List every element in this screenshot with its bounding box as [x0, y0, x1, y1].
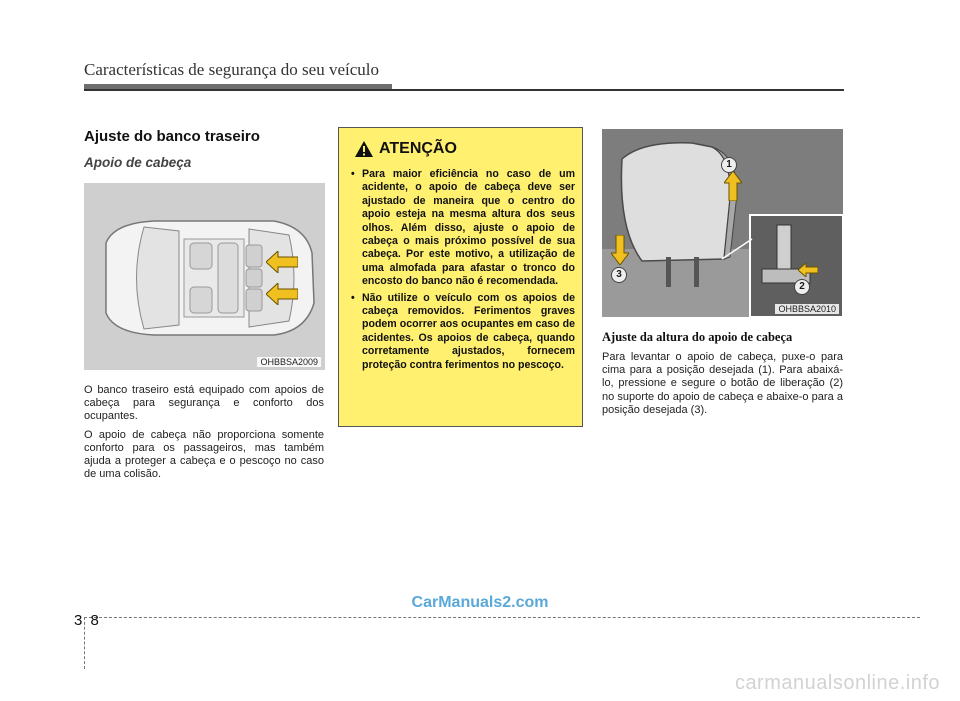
headrest-arrow-icon: [266, 251, 298, 273]
car-top-view-illustration: [84, 183, 325, 370]
page-number: 3 8: [74, 612, 101, 629]
arrow-up-icon: [724, 171, 742, 201]
footer-rule: [84, 617, 920, 618]
watermark-bottom: carmanualsonline.info: [734, 672, 940, 694]
right-paragraph: Para levantar o apoio de cabeça, puxe-o para cima para a posição desejada (1). Para abaixá-lo, pressione e segure o botão de liberação (2) no suporte do apoio de cabeça e abaixe-o para a posição desejada (3).: [602, 351, 843, 416]
warning-item: • Para maior eficiência no caso de um acidente, o apoio de cabeça deve ser ajustado de maneira que o centro do apoio esteja na mesma altura dos seus olhos. Além disso, ajuste o apoio de cabeça o mais próximo possível de sua cabeça. Por este motivo, a utilização de uma almofada para afastar o tronco do encosto do banco não é recomendada.: [351, 168, 575, 289]
callout-3: 3: [611, 267, 627, 283]
paragraph: O banco traseiro está equipado com apoios de cabeça para segurança e conforto dos ocupantes.: [84, 384, 324, 423]
warning-header: [355, 140, 457, 158]
figure-code: OHBBSA2010: [775, 304, 839, 314]
figure-code: OHBBSA2009: [257, 357, 321, 367]
paragraph: O apoio de cabeça não proporciona somente conforto para os passageiros, mas também ajuda a proteger a cabeça e o pescoço no caso de uma colisão.: [84, 428, 324, 481]
warning-box: [338, 127, 583, 427]
warning-list: [351, 168, 575, 375]
warning-triangle-icon: [355, 141, 373, 157]
section-title: Ajuste do banco traseiro: [84, 128, 260, 145]
headrest-adjust-figure: [602, 129, 843, 317]
header-title: Características de segurança do seu veículo: [84, 60, 380, 79]
callout-2: 2: [794, 279, 810, 295]
press-arrow-icon: [798, 263, 818, 277]
warning-item: • Não utilize o veículo com os apoios de cabeça removidos. Ferimentos graves podem ocorrer aos ocupantes em caso de acidentes. Os apoios de cabeça, quando corretamente ajustados, fornecem proteção contra ferimentos no pescoço.: [351, 292, 575, 372]
intro-text: [84, 384, 324, 486]
watermark-link[interactable]: CarManuals2.com: [411, 594, 549, 611]
arrow-down-icon: [611, 235, 629, 265]
callout-1: 1: [721, 157, 737, 173]
car-top-view-figure: [84, 183, 325, 370]
warning-title: ATENÇÃO: [379, 140, 457, 157]
right-subtitle: Ajuste da altura do apoio de cabeça: [602, 330, 793, 344]
headrest-arrow-icon: [266, 283, 298, 305]
subsection-title: Apoio de cabeça: [84, 155, 192, 170]
header-rule: [84, 89, 844, 91]
